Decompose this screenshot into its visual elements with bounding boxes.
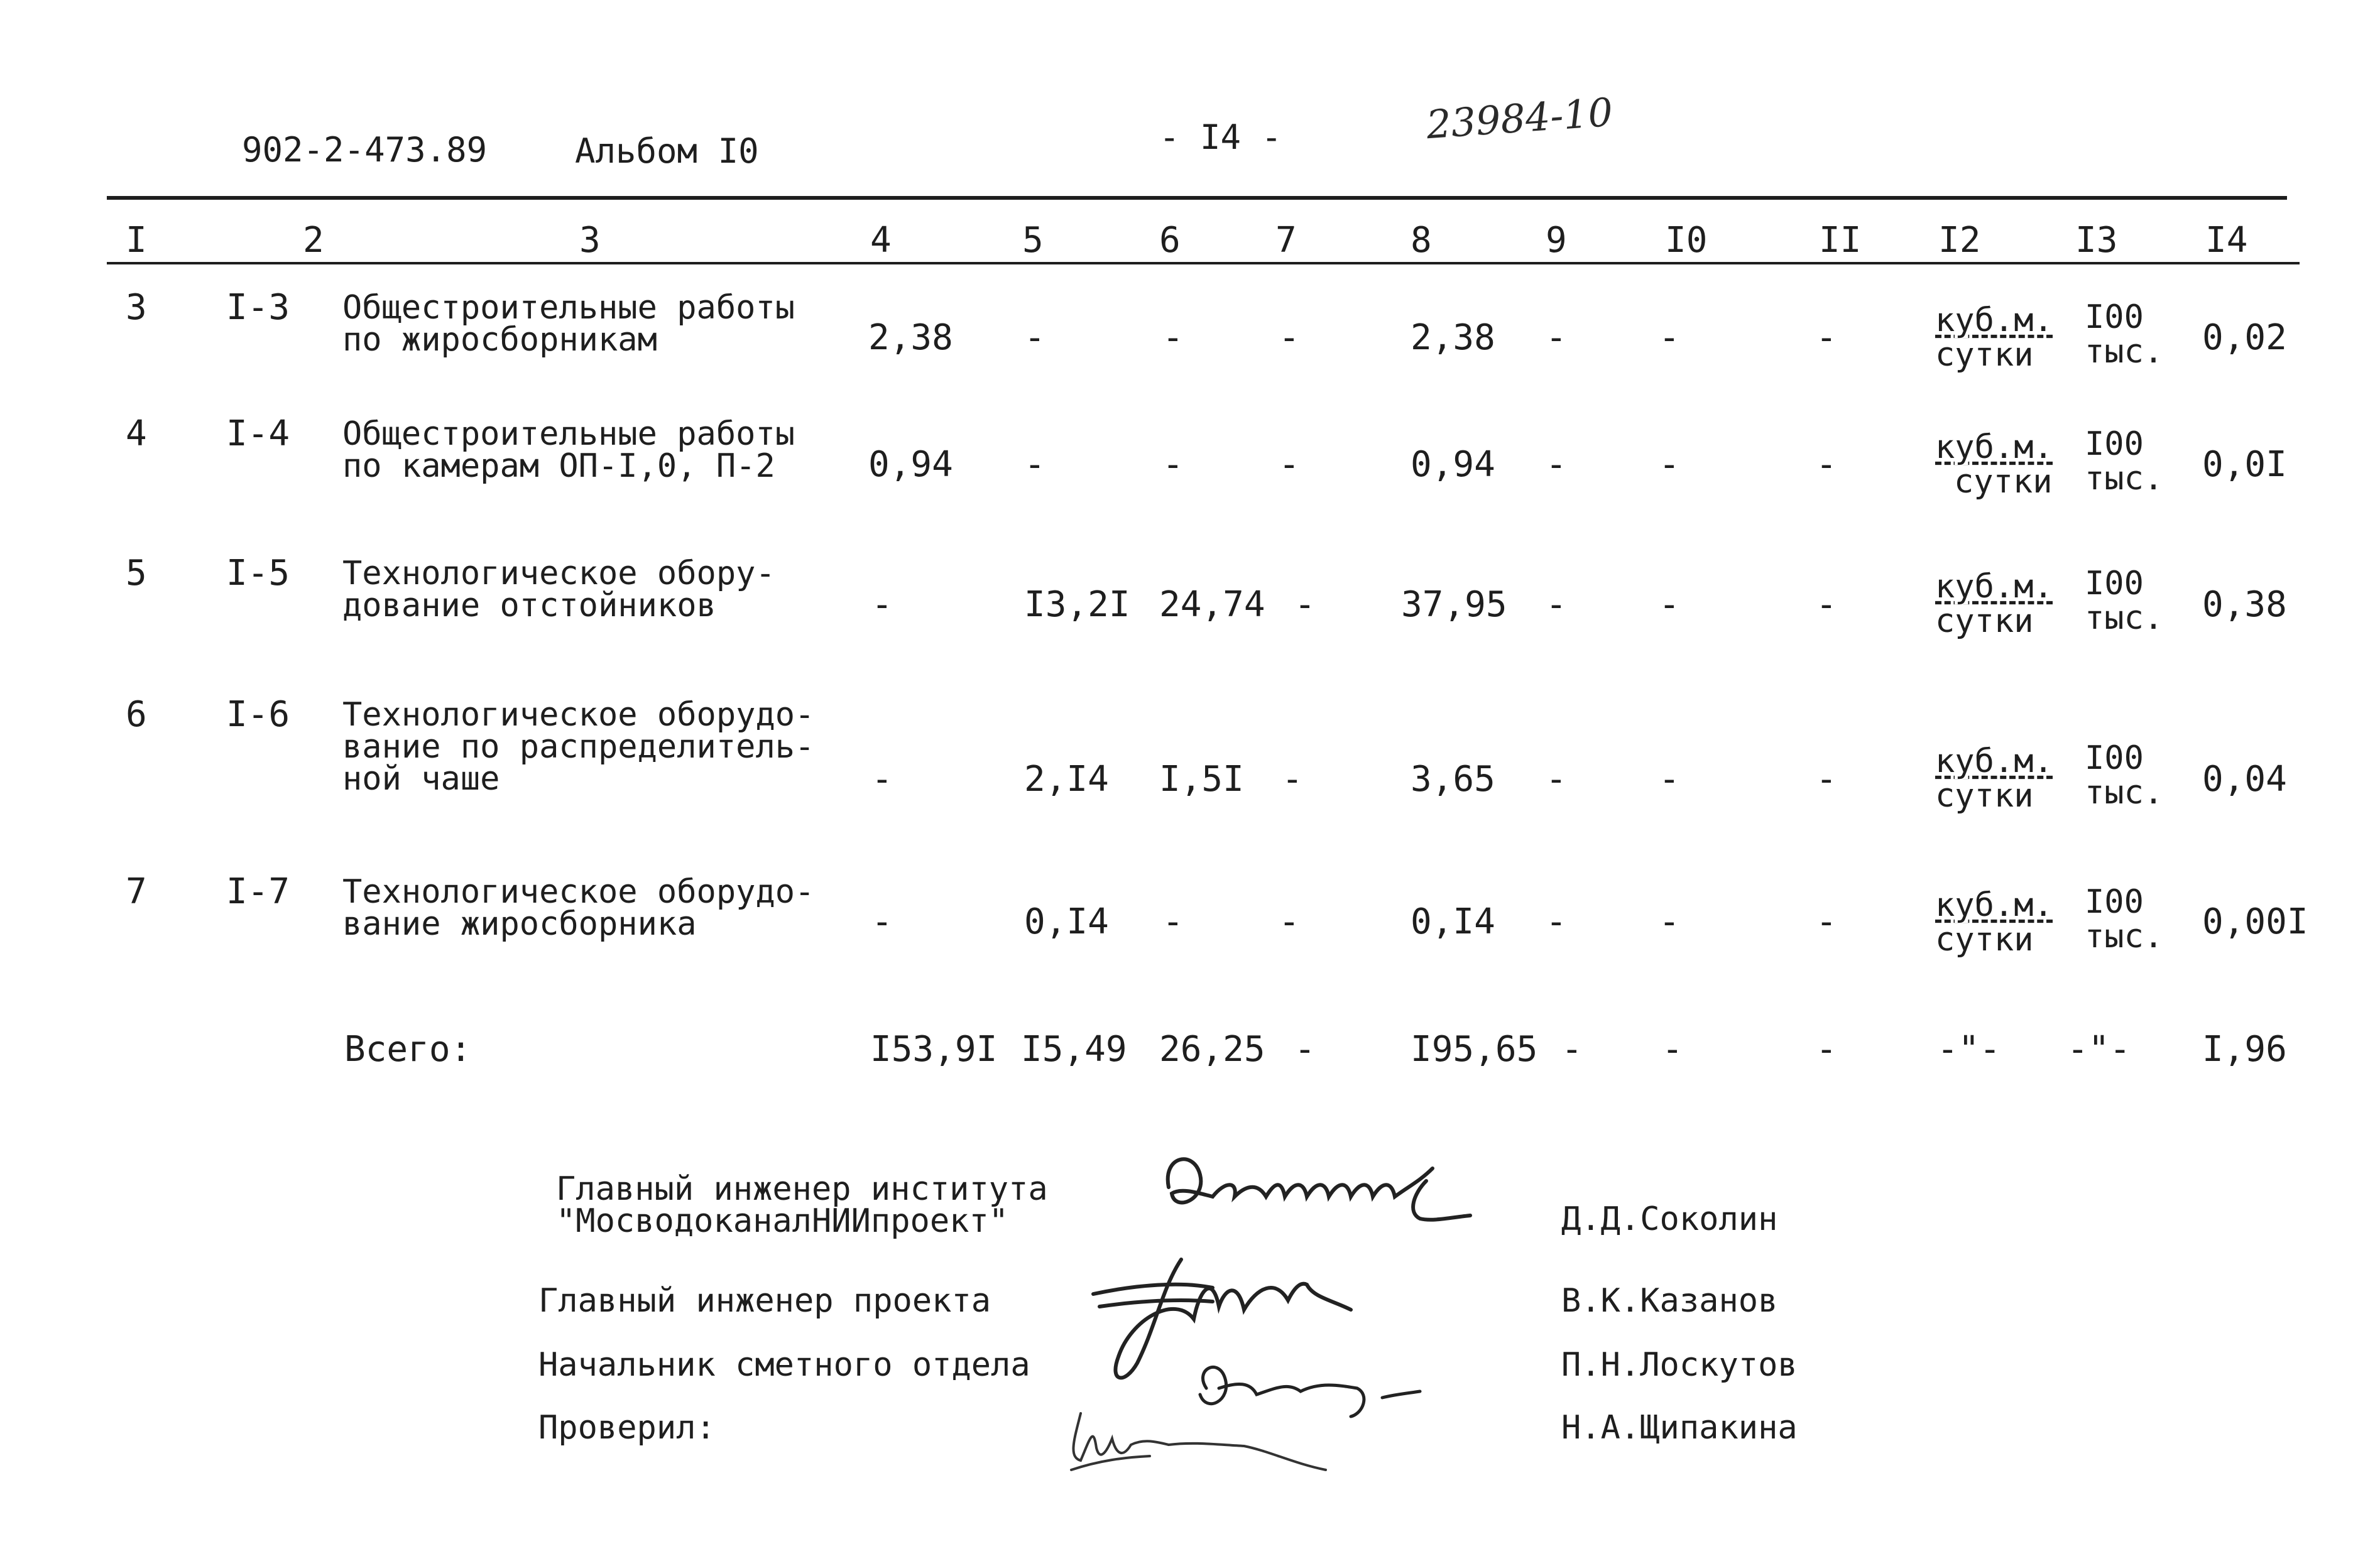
cell-col9: - — [1546, 584, 1567, 625]
cell-col6: - — [1162, 901, 1184, 942]
cell-col11: - — [1816, 444, 1837, 485]
unit-measure: куб.м. сутки — [1935, 886, 2053, 959]
row-description: Технологическое обору- дование отстойников — [342, 555, 775, 624]
cell-col10: - — [1659, 444, 1680, 485]
total-col4: I53,9I — [870, 1029, 998, 1070]
cell-col9: - — [1546, 759, 1567, 800]
cell-col11: - — [1816, 901, 1837, 942]
cell-col5: 2,I4 — [1024, 759, 1109, 800]
column-number: 2 — [303, 220, 324, 261]
header-bottom-rule — [107, 262, 2300, 264]
column-number: 4 — [870, 220, 892, 261]
cell-col8: 37,95 — [1401, 584, 1507, 625]
row-number: 3 — [126, 287, 147, 328]
column-number: 8 — [1411, 220, 1432, 261]
row-code: I-6 — [226, 694, 290, 735]
cell-col6: - — [1162, 317, 1184, 358]
unit-measure: куб.м. сутки — [1935, 568, 2053, 640]
cell-col14: 0,02 — [2202, 317, 2287, 358]
cell-col4: 2,38 — [868, 317, 953, 358]
total-col12: -"- — [1937, 1029, 2001, 1070]
total-col13: -"- — [2067, 1029, 2131, 1070]
column-number: II — [1819, 220, 1862, 261]
page-number: - I4 - — [1159, 117, 1282, 157]
cell-col4: 0,94 — [868, 444, 953, 485]
signature-title: Главный инженер проекта — [538, 1282, 991, 1320]
total-col9: - — [1561, 1029, 1583, 1070]
total-col6: 26,25 — [1159, 1029, 1265, 1070]
row-code: I-5 — [226, 553, 290, 594]
column-number: 3 — [579, 220, 601, 261]
signature-title: Главный инженер института "МосводоканалНИИпроект" — [556, 1170, 1048, 1240]
column-number: 9 — [1546, 220, 1567, 261]
column-number: I3 — [2075, 220, 2118, 261]
row-number: 6 — [126, 694, 147, 735]
row-code: I-4 — [226, 413, 290, 454]
signature-title: Начальник сметного отдела — [538, 1346, 1030, 1384]
column-number: 7 — [1275, 220, 1297, 261]
signature-title: Проверил: — [538, 1409, 716, 1447]
total-col11: - — [1816, 1029, 1837, 1070]
cell-col7: - — [1294, 584, 1316, 625]
cell-col14: 0,38 — [2202, 584, 2287, 625]
cell-col6: I,5I — [1159, 759, 1244, 800]
total-col5: I5,49 — [1021, 1029, 1127, 1070]
cell-col8: 3,65 — [1411, 759, 1495, 800]
column-number: I4 — [2205, 220, 2248, 261]
total-col7: - — [1294, 1029, 1316, 1070]
total-col8: I95,65 — [1411, 1029, 1538, 1070]
column-number: 6 — [1159, 220, 1181, 261]
column-number: I0 — [1665, 220, 1708, 261]
signature-sokolin — [1156, 1143, 1508, 1256]
signature-shchipakina — [1062, 1401, 1363, 1482]
cell-col7: - — [1279, 444, 1300, 485]
unit-multiplier: I00 тыс. — [2085, 298, 2164, 371]
cell-col9: - — [1546, 317, 1567, 358]
cell-col14: 0,0I — [2202, 444, 2287, 485]
cell-col10: - — [1659, 317, 1680, 358]
cell-col10: - — [1659, 901, 1680, 942]
album-label: Альбом I0 — [575, 131, 759, 171]
cell-col8: 0,94 — [1411, 444, 1495, 485]
row-description: Общестроительные работы по жиросборникам — [342, 289, 795, 359]
cell-col8: 2,38 — [1411, 317, 1495, 358]
cell-col7: - — [1279, 317, 1300, 358]
cell-col11: - — [1816, 584, 1837, 625]
row-number: 4 — [126, 413, 147, 454]
column-number: 5 — [1022, 220, 1044, 261]
unit-measure: куб.м. сутки — [1935, 302, 2053, 374]
cell-col14: 0,00I — [2202, 901, 2308, 942]
row-code: I-7 — [226, 871, 290, 912]
header-top-rule — [107, 196, 2287, 200]
unit-measure: куб.м. сутки — [1935, 428, 2053, 501]
unit-multiplier: I00 тыс. — [2085, 565, 2164, 637]
cell-col11: - — [1816, 759, 1837, 800]
total-col14: I,96 — [2202, 1029, 2287, 1070]
signature-name: П.Н.Лоскутов — [1561, 1346, 1798, 1384]
row-description: Технологическое оборудо- вание по распределитель- ной чаше — [342, 696, 815, 798]
cell-col4: - — [871, 901, 893, 942]
row-number: 5 — [126, 553, 147, 594]
cell-col4: - — [871, 759, 893, 800]
row-number: 7 — [126, 871, 147, 912]
total-label: Всего: — [344, 1029, 472, 1070]
cell-col11: - — [1816, 317, 1837, 358]
handwritten-sheet-number: 23984-10 — [1424, 89, 1615, 148]
cell-col9: - — [1546, 901, 1567, 942]
row-code: I-3 — [226, 287, 290, 328]
cell-col9: - — [1546, 444, 1567, 485]
column-number: I2 — [1938, 220, 1981, 261]
cell-col14: 0,04 — [2202, 759, 2287, 800]
cell-col6: 24,74 — [1159, 584, 1265, 625]
row-description: Общестроительные работы по камерам ОП-I,0, П-2 — [342, 415, 795, 485]
cell-col5: I3,2I — [1024, 584, 1130, 625]
unit-multiplier: I00 тыс. — [2085, 425, 2164, 498]
unit-multiplier: I00 тыс. — [2085, 739, 2164, 812]
cell-col5: - — [1024, 444, 1045, 485]
unit-multiplier: I00 тыс. — [2085, 883, 2164, 955]
cell-col10: - — [1659, 759, 1680, 800]
row-description: Технологическое оборудо- вание жиросборника — [342, 873, 815, 943]
cell-col5: 0,I4 — [1024, 901, 1109, 942]
signature-name: В.К.Казанов — [1561, 1282, 1778, 1320]
cell-col5: - — [1024, 317, 1045, 358]
cell-col4: - — [871, 584, 893, 625]
cell-col7: - — [1279, 901, 1300, 942]
total-col10: - — [1662, 1029, 1683, 1070]
cell-col8: 0,I4 — [1411, 901, 1495, 942]
signature-name: Д.Д.Соколин — [1561, 1200, 1778, 1238]
signature-name: Н.А.Щипакина — [1561, 1409, 1798, 1447]
cell-col10: - — [1659, 584, 1680, 625]
cell-col6: - — [1162, 444, 1184, 485]
unit-measure: куб.м. сутки — [1935, 742, 2053, 815]
document-code: 902-2-473.89 — [242, 130, 488, 170]
cell-col7: - — [1282, 759, 1303, 800]
column-number: I — [126, 220, 147, 261]
